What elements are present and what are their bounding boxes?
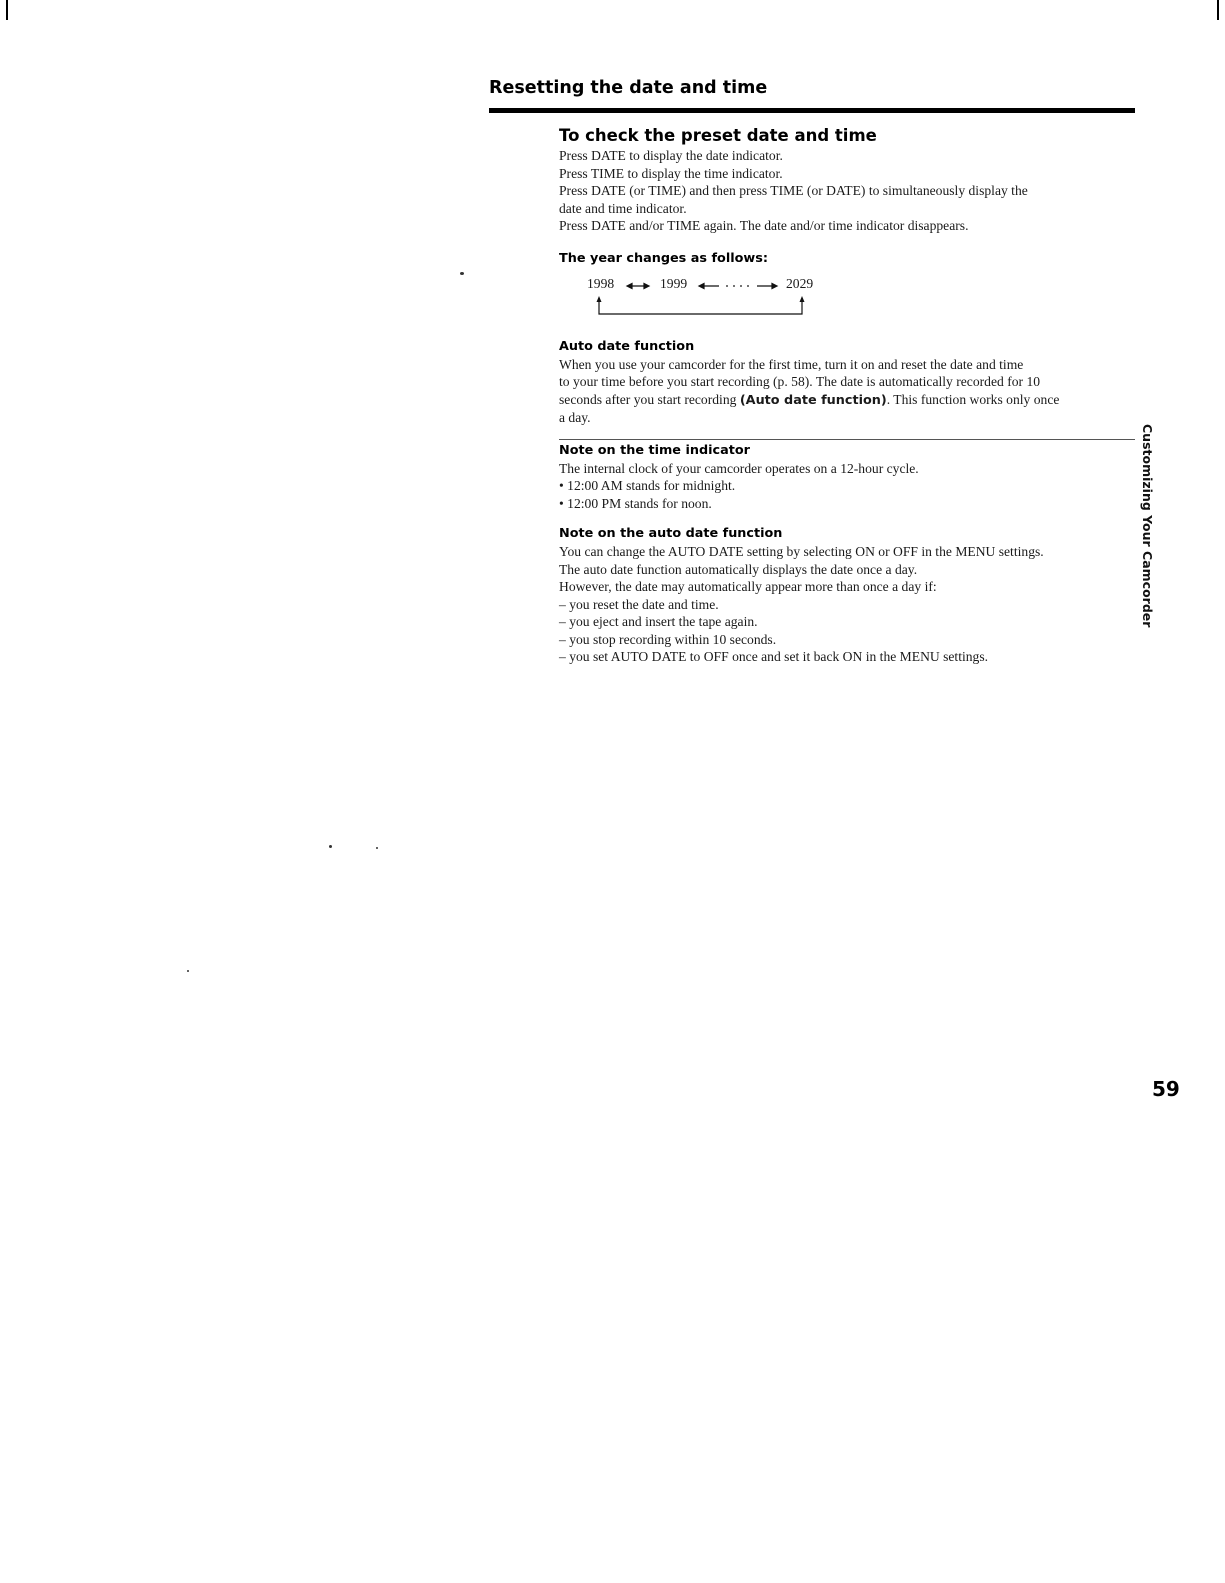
arrowhead-up-icon — [800, 296, 805, 302]
page-number: 59 — [1152, 1077, 1180, 1101]
auto-date-function-term: (Auto date function) — [739, 392, 887, 408]
arrowhead-up-icon — [597, 296, 602, 302]
note-auto-line: The auto date function automatically displays the date once a day. — [559, 561, 918, 577]
chapter-side-tab — [1140, 424, 1162, 628]
auto-date-line — [559, 391, 1139, 410]
year-next: 1999 — [660, 275, 688, 291]
note-time-bullet: • 12:00 AM stands for midnight. — [559, 478, 736, 493]
arrowhead-right-icon — [772, 283, 777, 288]
note-auto-list-item: – you set AUTO DATE to OFF once and set it back ON in the MENU settings. — [559, 649, 989, 664]
note-auto-line: You can change the AUTO DATE setting by selecting ON or OFF in the MENU settings. — [559, 544, 1044, 559]
auto-date-heading: Auto date function — [559, 338, 695, 354]
section-title: Resetting the date and time — [489, 78, 768, 98]
note-auto-list-item: – you eject and insert the tape again. — [559, 614, 758, 629]
speck — [376, 847, 378, 849]
auto-date-line: When you use your camcorder for the first time, turn it on and reset the date and time — [559, 356, 1024, 372]
return-loop — [599, 300, 802, 314]
note-auto-heading: Note on the auto date function — [559, 526, 783, 541]
note-time-heading: Note on the time indicator — [559, 442, 750, 458]
auto-date-line-text: seconds after you start recording — [559, 391, 740, 407]
speck — [329, 845, 332, 848]
year-change-heading: The year changes as follows: — [559, 250, 768, 266]
year-cycle-arrows — [587, 276, 907, 334]
check-preset-heading: To check the preset date and time — [559, 126, 877, 145]
note-auto-line: However, the date may automatically appear more than once a day if: — [559, 579, 937, 594]
auto-date-line-text: . This function works only once — [886, 391, 1060, 407]
year-cycle-diagram — [587, 276, 907, 334]
check-preset-line: date and time indicator. — [559, 200, 687, 216]
check-preset-line: Press DATE and/or TIME again. The date and/or time indicator disappears. — [559, 218, 969, 233]
check-preset-line: Press DATE (or TIME) and then press TIME (or DATE) to simultaneously display the — [559, 183, 1028, 198]
ellipsis-dots — [726, 285, 749, 287]
check-preset-line: Press TIME to display the time indicator. — [559, 165, 783, 181]
speck — [460, 272, 464, 275]
note-auto-list-item: – you stop recording within 10 seconds. — [559, 631, 777, 647]
notes-divider — [559, 439, 1135, 440]
main-content — [559, 126, 1139, 666]
chapter-side-tab-label: Customizing Your Camcorder — [1140, 424, 1155, 628]
auto-date-line: a day. — [559, 410, 591, 425]
arrowhead-left-icon — [627, 283, 632, 288]
note-time-line: The internal clock of your camcorder operates on a 12-hour cycle. — [559, 460, 919, 476]
note-auto-list-item: – you reset the date and time. — [559, 596, 719, 612]
year-start: 1998 — [587, 275, 615, 291]
speck — [187, 970, 189, 972]
arrowhead-right-icon — [644, 283, 649, 288]
auto-date-line: to your time before you start recording (p. 58). The date is automatically recorded for 10 — [559, 374, 1041, 389]
arrowhead-left-icon — [699, 283, 704, 288]
crop-mark-right — [1217, 0, 1219, 20]
check-preset-line: Press DATE to display the date indicator. — [559, 148, 783, 163]
crop-mark-left — [6, 0, 8, 20]
year-end: 2029 — [786, 275, 814, 291]
note-time-bullet: • 12:00 PM stands for noon. — [559, 495, 712, 511]
title-rule — [489, 108, 1135, 113]
